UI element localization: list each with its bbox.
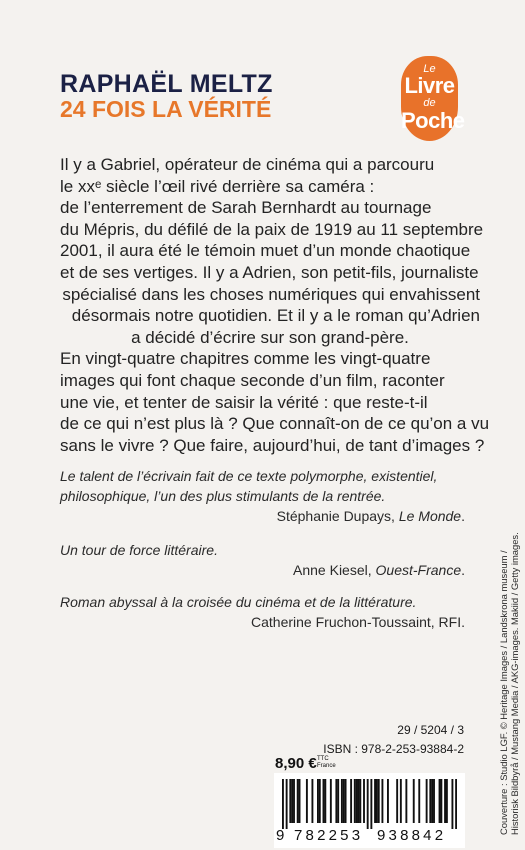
quote-text: Le talent de l’écrivain fait de ce texte polymorphe, existentiel,: [60, 468, 438, 484]
blurb-line: Il y a Gabriel, opérateur de cinéma qui a parcouru: [60, 155, 435, 174]
barcode-bar: [293, 779, 295, 823]
blurb-line: images qui font chaque seconde d’un film, raconter: [60, 370, 445, 390]
blurb-line: En vingt-quatre chapitres comme les vingt-quatre: [60, 349, 431, 369]
barcode-bar: [376, 779, 378, 823]
blurb-line: 2001, il aura été le témoin muet d’un monde chaotique: [60, 241, 471, 261]
barcode-bar: [358, 779, 360, 823]
barcode-bar: [343, 779, 345, 823]
quote-text: Roman abyssal à la croisée du cinéma et de la littérature.: [60, 594, 417, 610]
barcode-bar: [359, 779, 361, 823]
book-title: 24 FOIS LA VÉRITÉ: [60, 96, 272, 122]
barcode-bar: [354, 779, 356, 823]
barcode-bar: [306, 779, 308, 823]
barcode-bar: [451, 779, 453, 829]
credits-line-2: Historisk Bildbyrå / Mustang Media / AKG-images. Makiid / Getty images.: [509, 532, 520, 835]
blurb-line: sans le vivre ? Que faire, aujourd’hui, de tant d’images ?: [60, 435, 485, 455]
blurb-line: désormais notre quotidien. Et il y a le roman qu’Adrien: [71, 306, 480, 326]
quote-source: Le Monde: [398, 508, 462, 524]
catalog-codes: [323, 721, 464, 759]
barcode-bar: [291, 779, 293, 823]
quote-attribution: [60, 612, 465, 632]
catalog-code: 29 / 5204 / 3: [397, 723, 464, 737]
barcode-bar: [363, 779, 365, 823]
review-quote-2: [60, 540, 465, 580]
barcode-bar: [433, 779, 435, 823]
barcode-group-1: 782253: [294, 827, 364, 844]
author-name: RAPHAËL MELTZ: [60, 70, 273, 98]
credits-line-1: Couverture : Studio LGF. © Heritage Images / Landskrona museum /: [498, 550, 509, 835]
barcode-bar: [337, 779, 339, 823]
barcode-bar: [319, 779, 321, 823]
price: 8,90 €: [275, 755, 317, 772]
logo-text-le: Le: [423, 63, 436, 75]
barcode-bar: [317, 779, 319, 823]
quote-suffix: .: [461, 508, 465, 524]
blurb-line: spécialisé dans les choses numériques qui envahissent: [62, 284, 480, 304]
quote-author: Catherine Fruchon-Toussaint, RFI.: [251, 614, 465, 630]
barcode-bar: [335, 779, 337, 823]
review-quote-1: [60, 466, 465, 526]
price-note: [317, 756, 336, 770]
barcode-bar: [446, 779, 448, 823]
barcode-bar: [431, 779, 433, 823]
barcode-bar: [350, 779, 352, 823]
blurb-line: une vie, et tenter de saisir la vérité : que reste-t-il: [60, 392, 428, 412]
review-quote-3: [60, 592, 465, 632]
barcode-bar: [367, 779, 369, 829]
blurb: [60, 154, 490, 456]
barcode-bar: [455, 779, 457, 829]
barcode-bar: [444, 779, 446, 823]
logo-text-poche: Poche: [401, 108, 465, 133]
barcode-bar: [324, 779, 326, 823]
blurb-line: et de ses vertiges. Il y a Adrien, son petit-fils, journaliste: [60, 262, 479, 282]
isbn: ISBN : 978-2-253-93884-2: [323, 742, 464, 756]
barcode-bar: [289, 779, 291, 823]
barcode-group-2: 938842: [377, 827, 447, 844]
barcode-bar: [429, 779, 431, 823]
quote-source: Ouest-France: [375, 562, 462, 578]
barcode-bar: [297, 779, 299, 823]
barcode-bars: [282, 779, 457, 829]
barcode-bar: [356, 779, 358, 823]
barcode-bar: [282, 779, 284, 829]
barcode-bar: [286, 779, 288, 829]
barcode-bar: [370, 779, 372, 829]
barcode-bar: [311, 779, 313, 823]
blurb-line: du Mépris, du défilé de la paix de 1919 au 11 septembre: [60, 219, 484, 239]
quote-attribution: [60, 506, 465, 526]
price-note-ttc: TTC: [317, 756, 329, 762]
quote-author: Anne Kiesel,: [293, 562, 376, 578]
barcode-bar: [330, 779, 332, 823]
barcode-first-digit: 9: [276, 827, 285, 844]
barcode-bar: [378, 779, 380, 823]
barcode-bar: [387, 779, 389, 823]
barcode-bar: [440, 779, 442, 823]
quote-text: Un tour de force littéraire.: [60, 542, 218, 558]
barcode-bar: [341, 779, 343, 823]
barcode-bar: [400, 779, 402, 823]
publisher-logo: [401, 56, 465, 141]
barcode-bar: [381, 779, 383, 823]
barcode-bar: [323, 779, 325, 823]
barcode: [274, 773, 465, 848]
logo-text-de: de: [423, 97, 436, 109]
quote-suffix: .: [461, 562, 465, 578]
quote-text: philosophique, l’un des plus stimulants de la rentrée.: [60, 488, 386, 504]
barcode-bar: [426, 779, 428, 823]
barcode-bar: [299, 779, 301, 823]
blurb-line: le xxᵉ siècle l’œil rivé derrière sa caméra :: [60, 176, 375, 196]
barcode-bar: [439, 779, 441, 823]
price-note-france: France: [317, 763, 336, 769]
cover-credits: [498, 532, 520, 835]
blurb-line: de l’enterrement de Sarah Bernhardt au tournage: [60, 198, 432, 218]
quote-author: Stéphanie Dupays,: [276, 508, 399, 524]
barcode-bar: [374, 779, 376, 823]
blurb-line: a décidé d’écrire sur son grand-père.: [131, 327, 409, 347]
logo-text-livre: Livre: [404, 73, 455, 98]
blurb-line: de ce qui n’est plus là ? Que connaît-on de ce qu’on a vu: [60, 414, 490, 434]
barcode-bar: [418, 779, 420, 823]
barcode-bar: [405, 779, 407, 823]
barcode-bar: [413, 779, 415, 823]
barcode-bar: [345, 779, 347, 823]
barcode-bar: [396, 779, 398, 823]
quote-attribution: [60, 560, 465, 580]
